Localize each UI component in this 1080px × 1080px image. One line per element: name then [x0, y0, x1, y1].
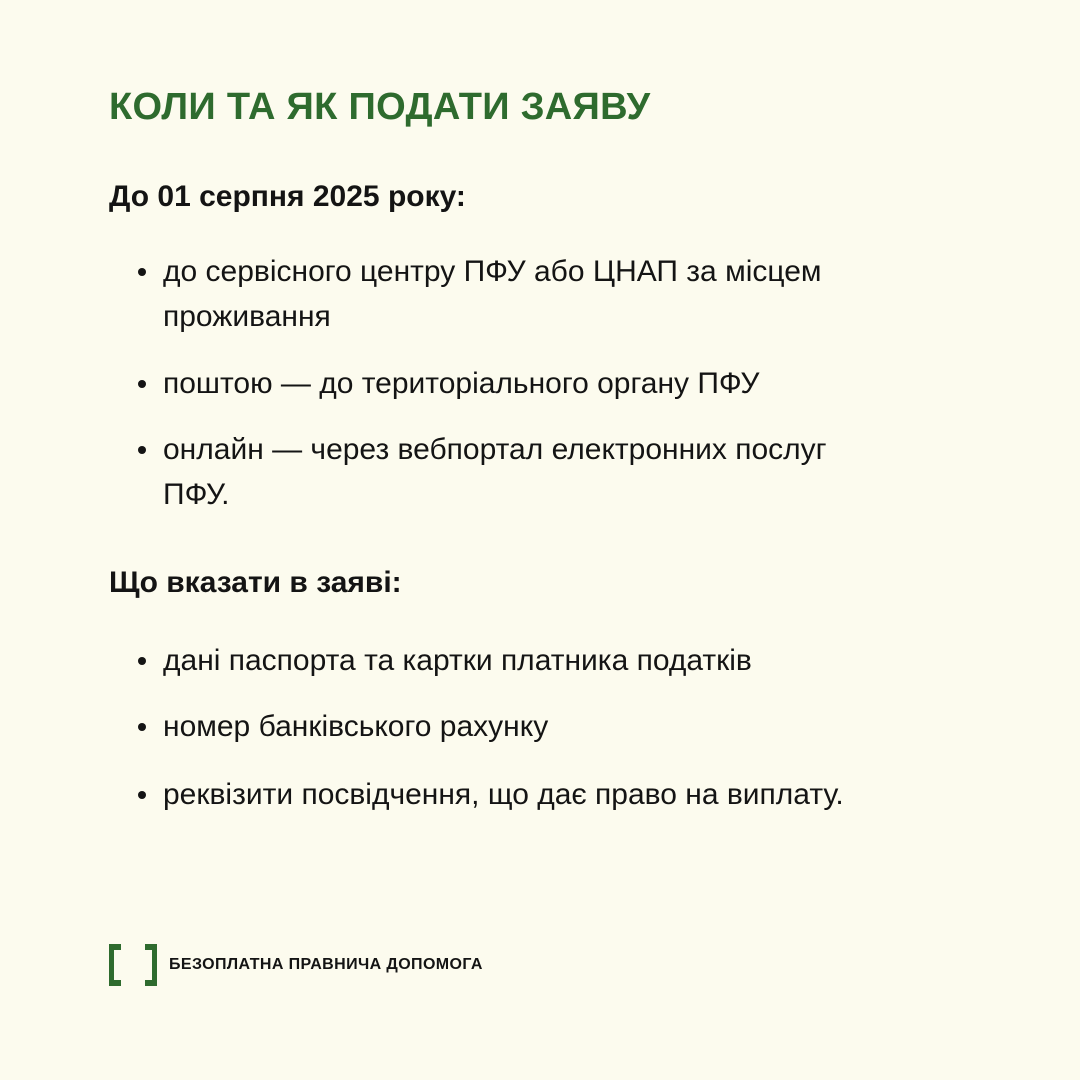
- bullet-icon: [138, 446, 146, 454]
- list-item-text: дані паспорта та картки платника податків: [163, 644, 752, 677]
- footer-brand: [109, 943, 483, 987]
- list-item-text: поштою — до територіального органу ПФУ: [163, 367, 760, 400]
- bullet-icon: [138, 791, 146, 799]
- bullet-icon: [138, 380, 146, 388]
- page-title: КОЛИ ТА ЯК ПОДАТИ ЗАЯВУ: [109, 86, 651, 128]
- bullet-icon: [138, 657, 146, 665]
- list-item-text: реквізити посвідчення, що дає право на виплату.: [163, 778, 844, 811]
- list-item-text: до сервісного центру ПФУ або ЦНАП за місцем проживання: [163, 255, 822, 333]
- brand-name: БЕЗОПЛАТНА ПРАВНИЧА ДОПОМОГА: [169, 956, 483, 973]
- bullet-icon: [138, 268, 146, 276]
- list-item-text: онлайн — через вебпортал електронних послуг ПФУ.: [163, 433, 827, 511]
- bracket-logo-icon: [109, 944, 157, 986]
- list-item: [163, 638, 963, 683]
- list-item-text: номер банківського рахунку: [163, 710, 549, 743]
- bullet-icon: [138, 723, 146, 731]
- list-item: [163, 361, 963, 406]
- list-item: [163, 704, 963, 749]
- list-item: [163, 249, 963, 339]
- section-heading-application-details: Що вказати в заяві:: [109, 566, 402, 599]
- list-item: [163, 772, 963, 817]
- section-heading-deadline: До 01 серпня 2025 року:: [109, 180, 466, 213]
- list-item: [163, 427, 863, 517]
